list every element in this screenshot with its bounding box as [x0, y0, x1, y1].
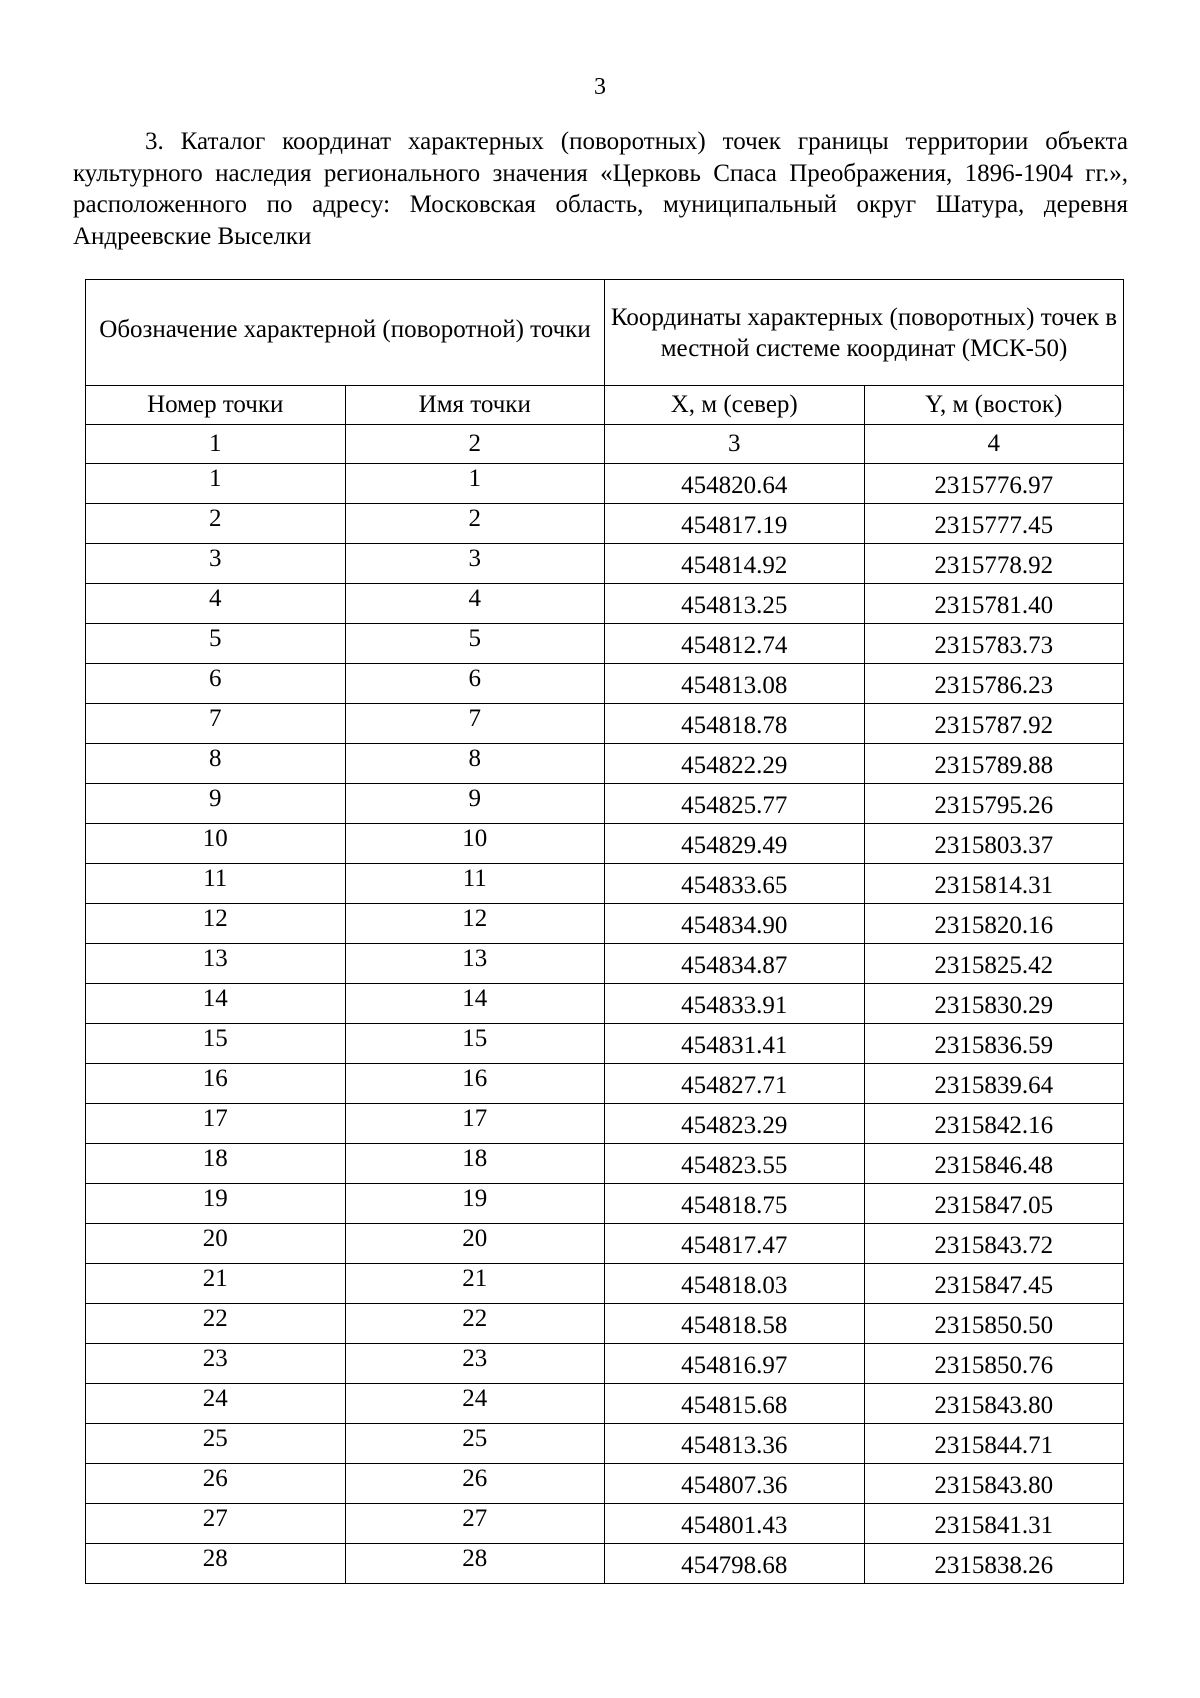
- point-name-cell: 8: [345, 744, 605, 784]
- point-name-cell: 16: [345, 1064, 605, 1104]
- column-number: 4: [864, 425, 1124, 464]
- point-name-cell: 4: [345, 584, 605, 624]
- point-name-cell: 1: [345, 464, 605, 504]
- table-row: [86, 1424, 1124, 1464]
- x-coordinate-cell: 454812.74: [605, 624, 865, 664]
- point-name-cell: 27: [345, 1504, 605, 1544]
- table-row: [86, 704, 1124, 744]
- point-name-cell: 12: [345, 904, 605, 944]
- point-number-cell: 22: [86, 1304, 346, 1344]
- point-name-cell: 11: [345, 864, 605, 904]
- point-name-cell: 2: [345, 504, 605, 544]
- y-coordinate-cell: 2315777.45: [864, 504, 1124, 544]
- column-header-point-number: Номер точки: [86, 386, 346, 425]
- y-coordinate-cell: 2315776.97: [864, 464, 1124, 504]
- point-name-cell: 24: [345, 1384, 605, 1424]
- table-row: [86, 1544, 1124, 1584]
- point-name-cell: 17: [345, 1104, 605, 1144]
- table-row: [86, 464, 1124, 504]
- table-row: [86, 1464, 1124, 1504]
- x-coordinate-cell: 454818.58: [605, 1304, 865, 1344]
- x-coordinate-cell: 454798.68: [605, 1544, 865, 1584]
- x-coordinate-cell: 454818.03: [605, 1264, 865, 1304]
- point-name-cell: 18: [345, 1144, 605, 1184]
- y-coordinate-cell: 2315842.16: [864, 1104, 1124, 1144]
- column-number: 1: [86, 425, 346, 464]
- y-coordinate-cell: 2315843.72: [864, 1224, 1124, 1264]
- table-row: [86, 744, 1124, 784]
- table-row: [86, 544, 1124, 584]
- point-number-cell: 10: [86, 824, 346, 864]
- point-number-cell: 3: [86, 544, 346, 584]
- table-row: [86, 1304, 1124, 1344]
- point-name-cell: 13: [345, 944, 605, 984]
- point-number-cell: 7: [86, 704, 346, 744]
- point-name-cell: 19: [345, 1184, 605, 1224]
- table-row: [86, 1104, 1124, 1144]
- point-number-cell: 16: [86, 1064, 346, 1104]
- point-number-cell: 23: [86, 1344, 346, 1384]
- table-row: [86, 784, 1124, 824]
- column-header-y: Y, м (восток): [864, 386, 1124, 425]
- point-name-cell: 28: [345, 1544, 605, 1584]
- table-group-header-row: [86, 280, 1124, 386]
- x-coordinate-cell: 454820.64: [605, 464, 865, 504]
- point-number-cell: 2: [86, 504, 346, 544]
- x-coordinate-cell: 454817.47: [605, 1224, 865, 1264]
- table-row: [86, 824, 1124, 864]
- x-coordinate-cell: 454815.68: [605, 1384, 865, 1424]
- designation-group-header: Обозначение характерной (поворотной) точки: [86, 280, 605, 386]
- y-coordinate-cell: 2315825.42: [864, 944, 1124, 984]
- x-coordinate-cell: 454817.19: [605, 504, 865, 544]
- x-coordinate-cell: 454813.25: [605, 584, 865, 624]
- y-coordinate-cell: 2315803.37: [864, 824, 1124, 864]
- table-column-header-row: [86, 386, 1124, 425]
- point-number-cell: 4: [86, 584, 346, 624]
- point-name-cell: 20: [345, 1224, 605, 1264]
- x-coordinate-cell: 454813.36: [605, 1424, 865, 1464]
- y-coordinate-cell: 2315778.92: [864, 544, 1124, 584]
- point-number-cell: 11: [86, 864, 346, 904]
- y-coordinate-cell: 2315789.88: [864, 744, 1124, 784]
- table-row: [86, 1384, 1124, 1424]
- x-coordinate-cell: 454825.77: [605, 784, 865, 824]
- x-coordinate-cell: 454834.90: [605, 904, 865, 944]
- table-row: [86, 1504, 1124, 1544]
- y-coordinate-cell: 2315836.59: [864, 1024, 1124, 1064]
- y-coordinate-cell: 2315830.29: [864, 984, 1124, 1024]
- x-coordinate-cell: 454829.49: [605, 824, 865, 864]
- table-row: [86, 904, 1124, 944]
- table-row: [86, 1144, 1124, 1184]
- point-name-cell: 26: [345, 1464, 605, 1504]
- x-coordinate-cell: 454814.92: [605, 544, 865, 584]
- x-coordinate-cell: 454823.29: [605, 1104, 865, 1144]
- point-name-cell: 22: [345, 1304, 605, 1344]
- document-heading: 3. Каталог координат характерных (поворотных) точек границы территории объекта культурного наследия регионального значения «Церковь Спаса Преображения, 1896-1904 гг.», расположенного по адресу: Московская область, муниципальный округ Шатура, деревня Андреевские Выселки: [73, 128, 1128, 250]
- y-coordinate-cell: 2315783.73: [864, 624, 1124, 664]
- x-coordinate-cell: 454813.08: [605, 664, 865, 704]
- x-coordinate-cell: 454818.75: [605, 1184, 865, 1224]
- point-name-cell: 15: [345, 1024, 605, 1064]
- x-coordinate-cell: 454823.55: [605, 1144, 865, 1184]
- table-row: [86, 584, 1124, 624]
- page-number: 3: [594, 74, 606, 100]
- table-row: [86, 1024, 1124, 1064]
- column-number: 3: [605, 425, 865, 464]
- column-header-x: X, м (север): [605, 386, 865, 425]
- point-name-cell: 5: [345, 624, 605, 664]
- point-number-cell: 12: [86, 904, 346, 944]
- y-coordinate-cell: 2315787.92: [864, 704, 1124, 744]
- point-number-cell: 21: [86, 1264, 346, 1304]
- table-row: [86, 944, 1124, 984]
- point-number-cell: 25: [86, 1424, 346, 1464]
- y-coordinate-cell: 2315781.40: [864, 584, 1124, 624]
- x-coordinate-cell: 454801.43: [605, 1504, 865, 1544]
- point-name-cell: 7: [345, 704, 605, 744]
- x-coordinate-cell: 454807.36: [605, 1464, 865, 1504]
- y-coordinate-cell: 2315850.76: [864, 1344, 1124, 1384]
- y-coordinate-cell: 2315846.48: [864, 1144, 1124, 1184]
- table-row: [86, 1184, 1124, 1224]
- y-coordinate-cell: 2315839.64: [864, 1064, 1124, 1104]
- table-row: [86, 1344, 1124, 1384]
- x-coordinate-cell: 454818.78: [605, 704, 865, 744]
- point-number-cell: 28: [86, 1544, 346, 1584]
- point-name-cell: 23: [345, 1344, 605, 1384]
- table-row: [86, 624, 1124, 664]
- x-coordinate-cell: 454833.65: [605, 864, 865, 904]
- table-body: [86, 464, 1124, 1584]
- y-coordinate-cell: 2315786.23: [864, 664, 1124, 704]
- table-row: [86, 664, 1124, 704]
- point-number-cell: 5: [86, 624, 346, 664]
- y-coordinate-cell: 2315820.16: [864, 904, 1124, 944]
- coordinates-group-header: Координаты характерных (поворотных) точек в местной системе координат (МСК-50): [605, 280, 1124, 386]
- column-header-point-name: Имя точки: [345, 386, 605, 425]
- y-coordinate-cell: 2315841.31: [864, 1504, 1124, 1544]
- x-coordinate-cell: 454831.41: [605, 1024, 865, 1064]
- x-coordinate-cell: 454833.91: [605, 984, 865, 1024]
- point-name-cell: 14: [345, 984, 605, 1024]
- table-column-number-row: [86, 425, 1124, 464]
- point-number-cell: 24: [86, 1384, 346, 1424]
- y-coordinate-cell: 2315850.50: [864, 1304, 1124, 1344]
- x-coordinate-cell: 454834.87: [605, 944, 865, 984]
- table-row: [86, 504, 1124, 544]
- y-coordinate-cell: 2315843.80: [864, 1384, 1124, 1424]
- point-number-cell: 18: [86, 1144, 346, 1184]
- point-name-cell: 6: [345, 664, 605, 704]
- x-coordinate-cell: 454822.29: [605, 744, 865, 784]
- y-coordinate-cell: 2315844.71: [864, 1424, 1124, 1464]
- point-number-cell: 13: [86, 944, 346, 984]
- point-name-cell: 10: [345, 824, 605, 864]
- point-name-cell: 3: [345, 544, 605, 584]
- point-number-cell: 19: [86, 1184, 346, 1224]
- point-name-cell: 9: [345, 784, 605, 824]
- point-number-cell: 6: [86, 664, 346, 704]
- column-number: 2: [345, 425, 605, 464]
- table-row: [86, 984, 1124, 1024]
- point-number-cell: 8: [86, 744, 346, 784]
- point-name-cell: 21: [345, 1264, 605, 1304]
- point-number-cell: 27: [86, 1504, 346, 1544]
- y-coordinate-cell: 2315838.26: [864, 1544, 1124, 1584]
- table-row: [86, 864, 1124, 904]
- point-number-cell: 14: [86, 984, 346, 1024]
- y-coordinate-cell: 2315814.31: [864, 864, 1124, 904]
- point-number-cell: 17: [86, 1104, 346, 1144]
- x-coordinate-cell: 454816.97: [605, 1344, 865, 1384]
- y-coordinate-cell: 2315843.80: [864, 1464, 1124, 1504]
- point-number-cell: 20: [86, 1224, 346, 1264]
- table-row: [86, 1064, 1124, 1104]
- y-coordinate-cell: 2315847.05: [864, 1184, 1124, 1224]
- y-coordinate-cell: 2315795.26: [864, 784, 1124, 824]
- point-name-cell: 25: [345, 1424, 605, 1464]
- table-row: [86, 1224, 1124, 1264]
- point-number-cell: 15: [86, 1024, 346, 1064]
- point-number-cell: 9: [86, 784, 346, 824]
- table-row: [86, 1264, 1124, 1304]
- y-coordinate-cell: 2315847.45: [864, 1264, 1124, 1304]
- point-number-cell: 1: [86, 464, 346, 504]
- coordinates-table: [85, 279, 1124, 1584]
- x-coordinate-cell: 454827.71: [605, 1064, 865, 1104]
- point-number-cell: 26: [86, 1464, 346, 1504]
